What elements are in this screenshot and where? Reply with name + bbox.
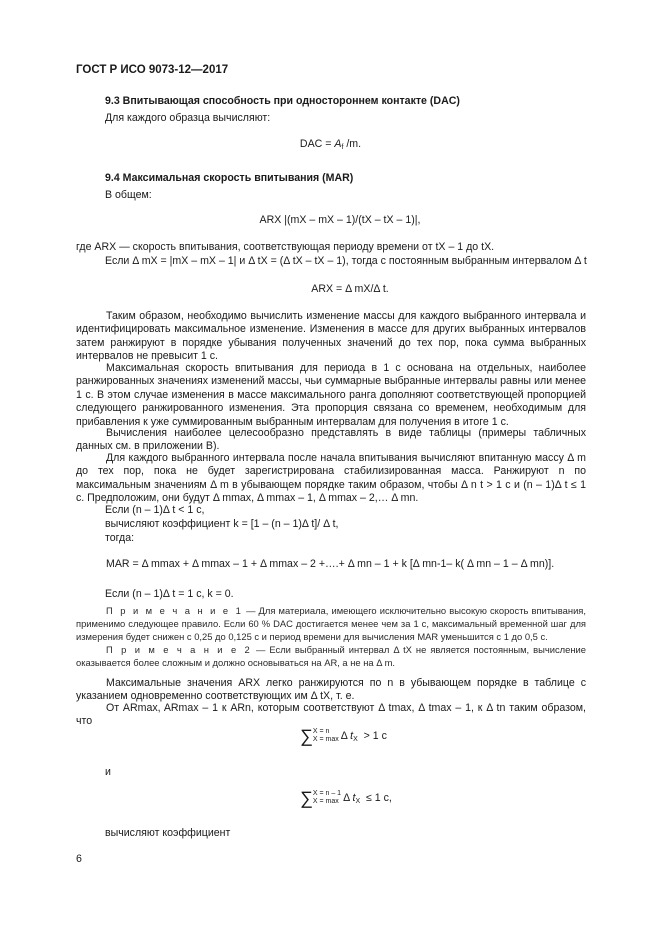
condition-2: вычисляют коэффициент k = [1 – (n – 1)Δ t]/ Δ t, bbox=[105, 518, 339, 530]
mar-formula: MAR = Δ mmax + Δ mmax – 1 + Δ mmax – 2 +….+ Δ mn – 1 + k [Δ mn-1– k( Δ mn – 1 – Δ mn)]. bbox=[106, 558, 555, 570]
paragraph-3: Вычисления наиболее целесообразно представлять в виде таблицы (примеры табличных данных см. в приложении В). bbox=[76, 427, 586, 453]
dac-formula: DAC = $A_f$ /m. bbox=[299, 138, 362, 151]
paragraph-4: Для каждого выбранного интервала после начала впитывания вычисляют впитанную массу Δ m до тех пор, пока не будет зарегистрирована стабилизированная масса. Ранжируют n по максимальным значениям Δ m в убывающем порядке таким образом, чтобы Δ n t > 1 с и (n – 1)Δ t ≤ 1 с. Предположим, они будут Δ mmax, Δ mmax – 1, Δ mmax – 2,… Δ mn. bbox=[76, 452, 586, 505]
note-2: П р и м е ч а н и е 2 — Если выбранный интервал Δ tX не является постоянным, вычисление оказывается более сложным и должно основываться на AR, а не на Δ m. bbox=[76, 644, 586, 668]
ar-constant-formula: ARX = Δ mX/Δ t. bbox=[311, 283, 389, 295]
paragraph-1: Таким образом, необходимо вычислить изменение массы для каждого выбранного интервала и идентифицировать максимальное изменение. Изменения в массе для других выбранных интервалов затем ранжируют в порядке убывания полученных значений до тех пор, пока сумма выбранных интервалов не превысит 1 с. bbox=[76, 310, 586, 363]
where-line: где ARX — скорость впитывания, соответствующая периоду времени от tX – 1 до tX. bbox=[76, 241, 495, 253]
standard-header: ГОСТ Р ИСО 9073-12—2017 bbox=[76, 64, 229, 76]
section-9-3-intro: Для каждого образца вычисляют: bbox=[105, 112, 271, 124]
page-number: 6 bbox=[76, 853, 82, 865]
section-9-3-heading: 9.3 Впитывающая способность при одностороннем контакте (DAC) bbox=[105, 95, 460, 107]
final-line: вычисляют коэффициент bbox=[105, 827, 231, 839]
condition-3: тогда: bbox=[105, 532, 135, 544]
if-line: Если Δ mX = |mX – mX – 1| и Δ tX = (Δ tX – tX – 1), тогда с постоянным выбранным интервалом Δ t bbox=[105, 255, 587, 267]
paragraph-5: Максимальные значения ARX легко ранжируются по n в убывающем порядке в таблице с указанием одновременно соответствующих им Δ tX, т. е. bbox=[76, 677, 586, 703]
paragraph-2: Максимальная скорость впитывания для периода в 1 с основана на отдельных, наиболее ранжированных значениях изменений массы, чьи суммарные выбранные интервалы равны или менее 1 с. В этом случае изменения в массе максимального ранга дополняют соответствующей пропорцией следующего ранжированного изменения. Эта пропорция связана со временем, необходимым для прибавления к уже суммированным выбранным интервалам для получения в итоге 1 с. bbox=[76, 362, 586, 428]
sum-formula-2: ∑X = n – 1 X = max Δ $t_X \le 1$ c, bbox=[300, 787, 392, 808]
paragraph-6: От ARmax, ARmax – 1 к ARn, которым соответствуют Δ tmax, Δ tmax – 1, к Δ tn таким образом, что bbox=[76, 702, 586, 728]
and-word: и bbox=[105, 766, 111, 778]
note-1: П р и м е ч а н и е 1 — Для материала, имеющего исключительно высокую скорость впитывания, применимо следующее правило. Если 60 % DAC достигается менее чем за 1 с, максимальный временной шаг для измерения будет снижен с 0,25 до 0,125 с и период времени для вычисления MAR уменьшится с 1 до 0,5 с. bbox=[76, 605, 586, 642]
condition-4: Если (n – 1)Δ t = 1 c, k = 0. bbox=[105, 588, 234, 600]
condition-1: Если (n – 1)Δ t < 1 c, bbox=[105, 504, 205, 516]
ar-formula: ARX |(mX – mX – 1)/(tX – tX – 1)|, bbox=[259, 214, 421, 226]
sum-formula-1: ∑X = n X = max Δ $t_X > 1$ c bbox=[300, 725, 387, 746]
in-general-text: В общем: bbox=[105, 189, 152, 201]
section-9-4-heading: 9.4 Максимальная скорость впитывания (MAR) bbox=[105, 172, 354, 184]
